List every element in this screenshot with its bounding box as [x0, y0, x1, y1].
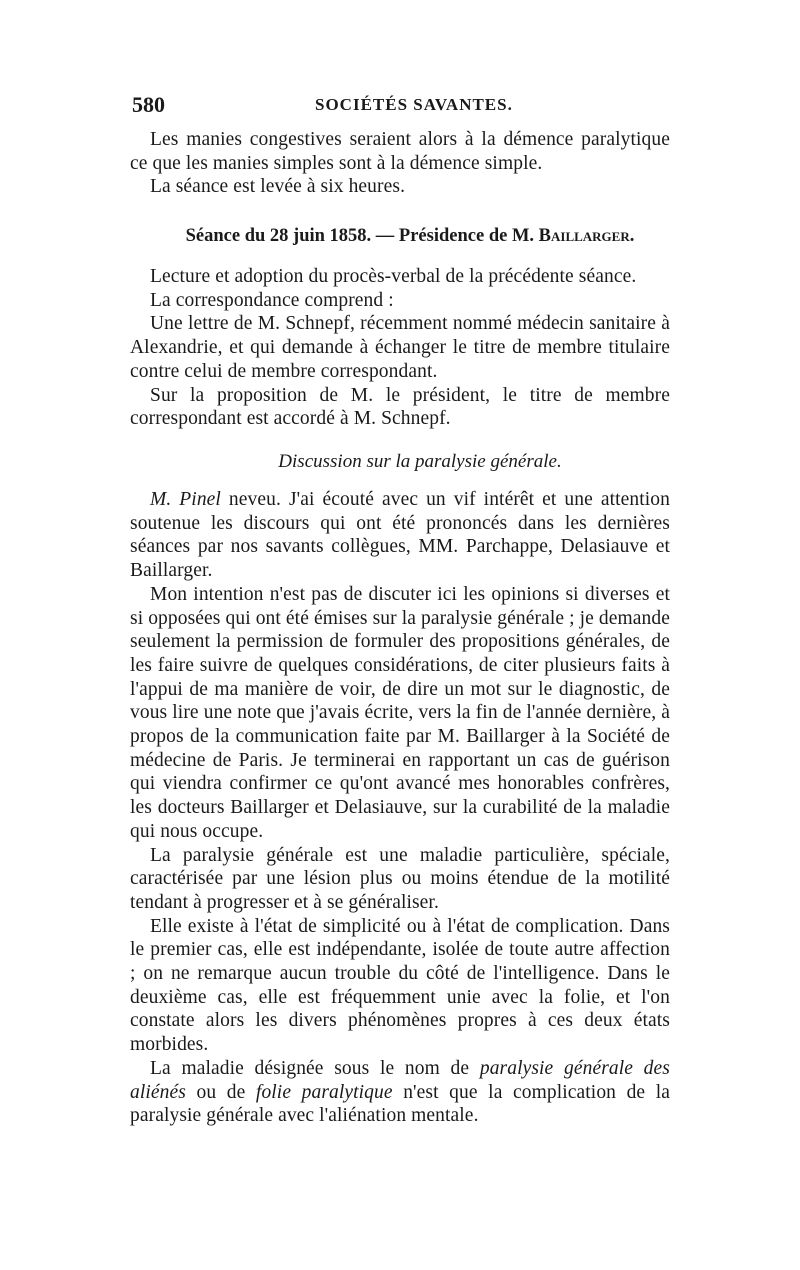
- italic-term: folie paralytique: [255, 1081, 393, 1103]
- paragraph-definition: La paralysie générale est une maladie particulière, spéciale, caractérisée par une lésion plus ou moins étendue de la motilité tendant à progresser et à se généraliser.: [130, 844, 670, 913]
- paragraph-lettre: Une lettre de M. Schnepf, récemment nommé médecin sanitaire à Alexandrie, et qui demande à échanger le titre de membre titulaire contre celui de membre correspondant.: [130, 313, 670, 382]
- session-title-text: Séance du 28 juin 1858. — Présidence de M.: [185, 226, 539, 246]
- italic-term: paralysie générale des aliénés: [130, 1057, 670, 1103]
- paragraph-maladie-designee: [130, 1057, 670, 1128]
- text-segment: n'est que la complication de la paralysie générale avec l'aliénation mentale.: [130, 1081, 671, 1127]
- session-heading: [130, 226, 670, 247]
- page-header: [130, 92, 670, 122]
- minutes-block: [130, 265, 670, 431]
- text-segment: La maladie désignée sous le nom de: [150, 1057, 480, 1079]
- paragraph-intention: Mon intention n'est pas de discuter ici les opinions si diverses et si opposées qui ont été émises sur la paralysie générale ; je demande seulement la permission de formuler des propositions générales, de les faire suivre de quelques considérations, de citer plusieurs faits à l'appui de ma manière de voir, de dire un mot sur le diagnostic, de vous lire une note que j'avais écrite, vers la fin de l'année dernière, à propos de la communication faite par M. Baillarger à la Société de médecine de Paris. Je terminerai en rapportant un cas de guérison qui viendra confirmer ce qu'ont avancé mes honorables confrères, les docteurs Baillarger et Delasiauve, sur la curabilité de la maladie qui nous occupe.: [130, 583, 670, 842]
- paragraph-proposition: Sur la proposition de M. le président, le titre de membre correspondant est accordé à M. Schnepf.: [130, 384, 670, 430]
- intro-block: [130, 128, 670, 199]
- session-president: Baillarger.: [538, 226, 635, 246]
- page-number: 580: [132, 92, 165, 117]
- paragraph-lecture: Lecture et adoption du procès-verbal de la précédente séance.: [150, 266, 637, 287]
- running-head: SOCIÉTÉS SAVANTES.: [315, 95, 513, 114]
- section-heading: Discussion sur la paralysie générale.: [278, 451, 562, 472]
- paragraph-etats: Elle existe à l'état de simplicité ou à l'état de complication. Dans le premier cas, elle est indépendante, isolée de toute autre affection ; on ne remarque aucun trouble du côté de l'intelligence. Dans le deuxième cas, elle est fréquemment unie avec la folie, et l'on constate alors les divers phénomènes propres à ces deux états morbides.: [130, 915, 670, 1056]
- paragraph-pinel: [130, 488, 670, 583]
- paragraph-correspondance: La correspondance comprend :: [150, 289, 394, 311]
- paragraph-pinel-text: neveu. J'ai écouté avec un vif intérêt et une attention soutenue les discours qui ont été prononcés dans les dernières séances par nos savants collègues, MM. Parchappe, Delasiauve et Baillarger.: [130, 489, 670, 582]
- text-segment: ou de: [185, 1081, 256, 1103]
- paragraph-manies: Les manies congestives seraient alors à la démence paralytique ce que les manies simples sont à la démence simple.: [130, 129, 670, 174]
- speaker-name: M. Pinel: [150, 489, 221, 510]
- paragraph-seance-levee: La séance est levée à six heures.: [150, 176, 406, 198]
- discussion-block: [130, 488, 670, 1128]
